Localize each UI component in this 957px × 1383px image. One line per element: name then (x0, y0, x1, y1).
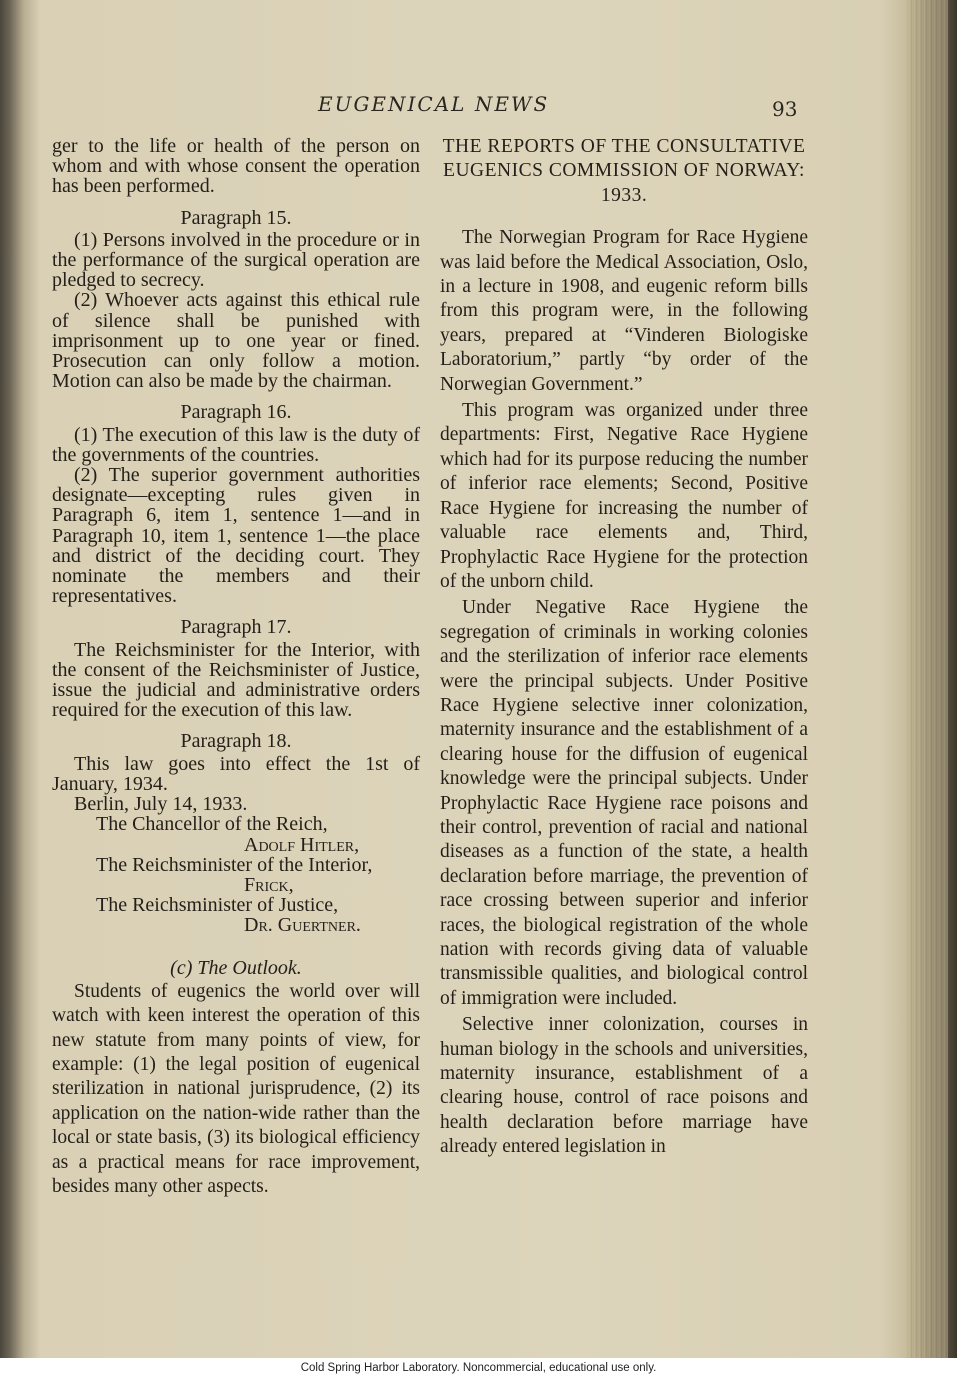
right-column (440, 135, 808, 1160)
paragraph-16-item-2: (2) The superior government authorities designate—excepting rules given in Paragraph 6, item 1, sentence 1—and in Paragraph 10, item 1, sentence 1—the place and district of the deciding court. They nominate the members and their representatives. (52, 464, 420, 608)
signature-name: Frick, (244, 873, 294, 896)
article-paragraph: The Norwegian Program for Race Hygiene was laid before the Medical Association, Oslo, in a lecture in 1908, and eugenic reform bills from this program were, in the following years, prepared at “Vinderen Biologiske Laboratorium,” partly “by order of the Norwegian Government.” (440, 227, 808, 395)
outlook-text: Students of eugenics the world over will watch with keen interest the operation of this new statute from many points of view, for example: (1) the legal position of eugenical sterilization in national jurisprudence, (2) its application on the nation-wide rather than the local or state basis, (3) its biological efficiency as a practical means for race improvement, besides many other aspects. (52, 980, 420, 1197)
signature-title: The Reichsminister of Justice, (96, 894, 339, 917)
article-paragraph: Selective inner colonization, courses in human biology in the schools and universities, maternity insurance, establishment of a clearing house, control of race poisons and health declaration before marriage have already entered legislation in (440, 1014, 808, 1158)
paragraph-17-text: The Reichsminister for the Interior, with the consent of the Reichsminister of Justice, issue the judicial and administrative orders required for the execution of this law. (52, 638, 420, 722)
left-column (52, 136, 420, 1199)
article-paragraph: This program was organized under three departments: First, Negative Race Hygiene which had for its purpose reducing the number of inferior race elements; Second, Positive Race Hygiene for increasing the number of valuable race elements and, Third, Prophylactic Race Hygiene for the protection of the unborn child. (440, 400, 808, 592)
article-title: THE REPORTS OF THE CONSULTATIVE EUGENICS COMMISSION OF NORWAY: 1933. (442, 136, 806, 206)
paragraph-15-item-2: (2) Whoever acts against this ethical rule of silence shall be punished with imprisonment up to one year or fined. Prosecution can only follow a motion. Motion can also be made by the chairman. (52, 289, 420, 393)
opening-paragraph: ger to the life or health of the person on whom and with whose consent the operation has been performed. (52, 135, 420, 198)
signature-name: Dr. Guertner. (244, 914, 361, 937)
footer-credit: Cold Spring Harbor Laboratory. Noncommercial, educational use only. (300, 1362, 657, 1374)
place-date: Berlin, July 14, 1933. (74, 793, 248, 816)
page-edge-shading (908, 0, 948, 1358)
signature-title: The Chancellor of the Reich, (96, 813, 328, 836)
page-number: 93 (772, 97, 798, 121)
paragraph-16-item-1: (1) The execution of this law is the duty of the governments of the countries. (52, 423, 420, 466)
running-head: EUGENICAL NEWS (318, 92, 550, 116)
signature-title: The Reichsminister of the Interior, (96, 853, 373, 876)
paragraph-15-heading: Paragraph 15. (180, 206, 292, 229)
paragraph-18-text: This law goes into effect the 1st of January, 1934. (52, 752, 420, 795)
article-paragraph: Under Negative Race Hygiene the segregation of criminals in working colonies and the sterilization of inferior race elements were the principal subjects. Under Positive Race Hygiene selective inner colonization, maternity insurance and the establishment of a clearing house for the diffusion of eugenical knowledge were the principal subjects. Under Prophylactic Race Hygiene race poisons and their control, prevention of racial and national diseases as a function of the state, a health declaration before marriage, the prevention of race crossing between superior and inferior races, the biological registration of the whole nation with records giving data of valuable transmissible qualities, and biological control of immigration were included. (440, 597, 808, 1009)
paragraph-18-heading: Paragraph 18. (180, 730, 292, 753)
outlook-heading: (c) The Outlook. (170, 956, 302, 979)
paragraph-15-item-1: (1) Persons involved in the procedure or in the performance of the surgical operation are pledged to secrecy. (52, 228, 420, 292)
signature-name: Adolf Hitler, (244, 833, 360, 856)
paragraph-16-heading: Paragraph 16. (180, 401, 292, 424)
paragraph-17-heading: Paragraph 17. (180, 616, 292, 639)
